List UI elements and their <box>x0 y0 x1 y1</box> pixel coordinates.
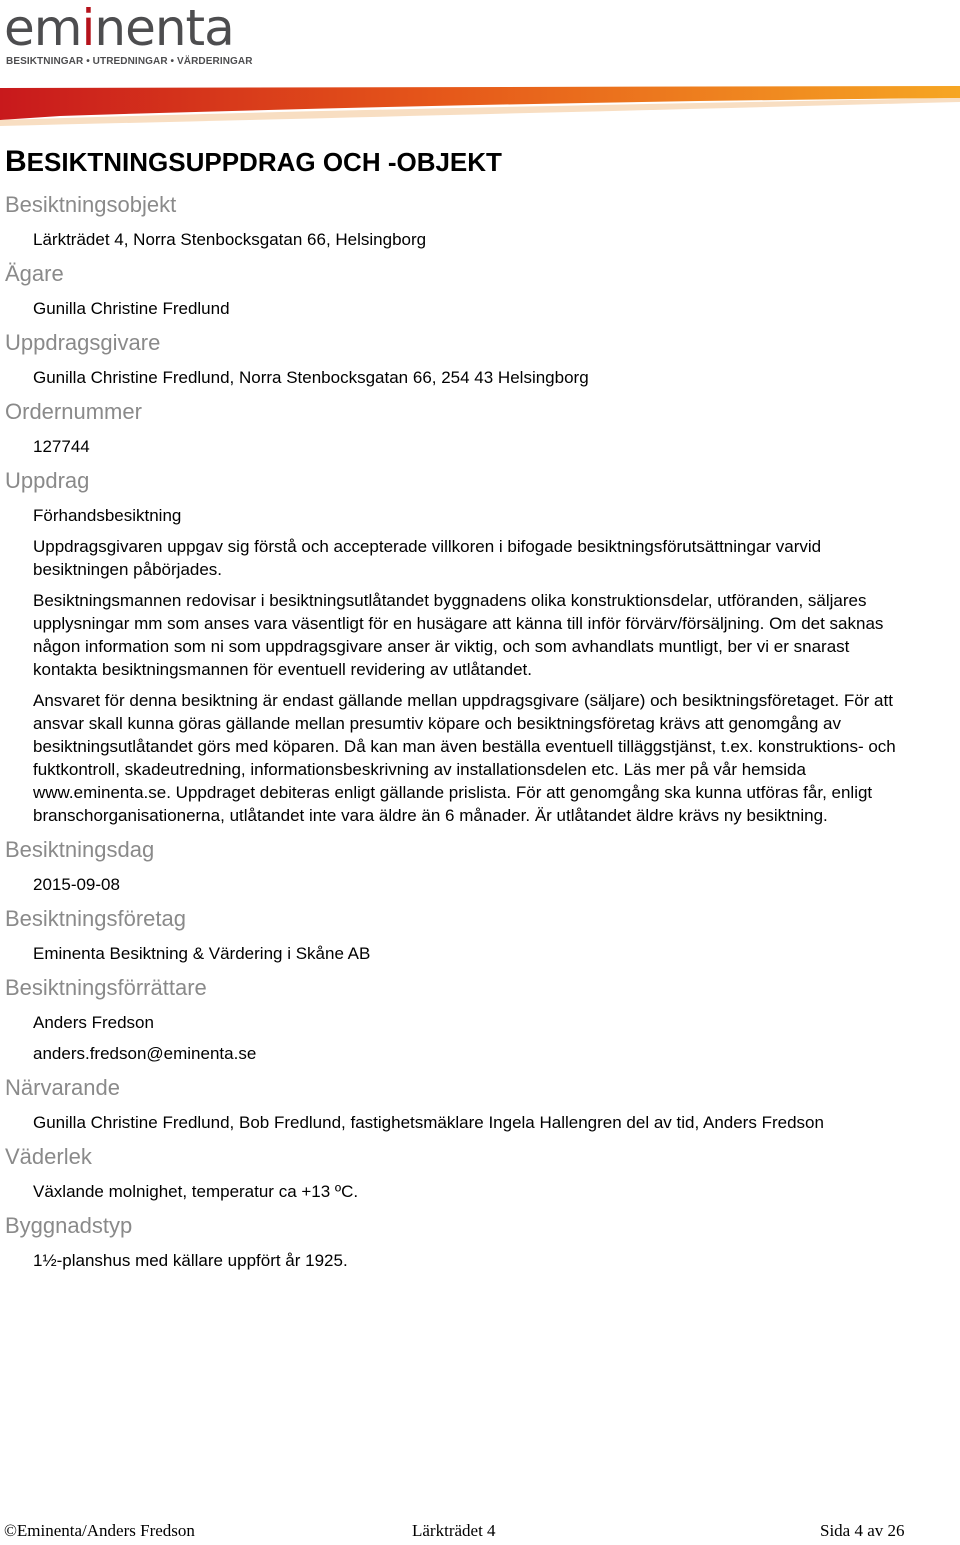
section-besiktningsdag <box>0 835 960 896</box>
section-title: Byggnadstyp <box>5 1213 133 1238</box>
section-byggnadstyp <box>0 1211 960 1272</box>
section-value: 1½-planshus med källare uppfört år 1925. <box>33 1251 348 1270</box>
uppdrag-paragraph-3: Ansvaret för denna besiktning är endast gällande mellan uppdragsgivare (säljare) och besiktningsföretaget. För att ansvar skall kunna göras gällande mellan presumtiv köpare och besiktningsföretag krävs att genomgång av besiktningsutlåtandet görs med köparen. Då kan man även beställa eventuell tilläggstjänst, t.ex. konstruktions- och fuktkontroll, skadeutredning, informationsbeskrivning av installationsdelen etc. Läs mer på vår hemsida www.eminenta.se. Uppdraget debiteras enligt gällande prislista. För att genomgång ska kunna utföras får, enligt branschorganisationerna, utlåtandet inte vara äldre än 6 månader. Är utlåtandet äldre krävs ny besiktning. <box>33 691 896 825</box>
section-title: Besiktningsobjekt <box>5 192 177 217</box>
section-value: Förhandsbesiktning <box>33 506 182 525</box>
footer-copyright: ©Eminenta/Anders Fredson <box>4 1521 195 1540</box>
section-agare <box>0 259 960 320</box>
uppdrag-paragraph-1: Uppdragsgivaren uppgav sig förstå och accepterade villkoren i bifogade besiktningsförutsättningar varvid besiktningen påbörjades. <box>33 537 822 579</box>
section-vaderlek <box>0 1142 960 1203</box>
section-title: Uppdrag <box>5 468 90 493</box>
section-besiktningsforetag <box>0 904 960 965</box>
section-narvarande <box>0 1073 960 1134</box>
section-besiktningsobjekt <box>0 190 960 251</box>
uppdrag-paragraph-2: Besiktningsmannen redovisar i besiktningsutlåtandet byggnadens olika konstruktionsdelar, utföranden, säljares upplysningar mm som anses vara väsentligt för en husägare att känna till inför förvärv/försäljning. Om det saknas någon information som ni som uppdragsgivare anser är viktig, och som avhandlats muntligt, ber vi er snarast kontakta besiktningsmannen för eventuell revidering av utlåtandet. <box>33 591 884 679</box>
section-besiktningsforrattare <box>0 973 960 1065</box>
section-uppdrag <box>0 466 960 827</box>
section-title: Besiktningsdag <box>5 837 155 862</box>
section-value: 127744 <box>33 437 90 456</box>
section-value: Gunilla Christine Fredlund, Norra Stenbocksgatan 66, 254 43 Helsingborg <box>33 368 589 387</box>
section-title: Närvarande <box>5 1075 120 1100</box>
section-title: Väderlek <box>5 1144 92 1169</box>
report-content <box>0 190 960 1280</box>
logo-wordmark: eminenta <box>4 0 234 57</box>
section-value: Växlande molnighet, temperatur ca +13 ºC. <box>33 1182 359 1201</box>
section-title: Ordernummer <box>5 399 142 424</box>
section-title: Uppdragsgivare <box>5 330 161 355</box>
page-title: BESIKTNINGSUPPDRAG OCH -OBJEKT <box>5 145 502 178</box>
section-ordernummer <box>0 397 960 458</box>
inspector-email: anders.fredson@eminenta.se <box>33 1044 257 1063</box>
eminenta-logo <box>4 0 253 72</box>
section-title: Besiktningsförrättare <box>5 975 207 1000</box>
section-value: Lärkträdet 4, Norra Stenbocksgatan 66, Helsingborg <box>33 230 427 249</box>
section-value: Gunilla Christine Fredlund, Bob Fredlund, fastighetsmäklare Ingela Hallengren del av tid, Anders Fredson <box>33 1113 824 1132</box>
inspector-name: Anders Fredson <box>33 1013 154 1032</box>
section-value: 2015-09-08 <box>33 875 120 894</box>
section-value: Gunilla Christine Fredlund <box>33 299 230 318</box>
header-color-band <box>0 80 960 126</box>
section-uppdragsgivare <box>0 328 960 389</box>
logo-tagline: BESIKTNINGAR • UTREDNINGAR • VÄRDERINGAR <box>6 56 253 67</box>
section-value: Eminenta Besiktning & Värdering i Skåne AB <box>33 944 371 963</box>
footer-property: Lärkträdet 4 <box>412 1521 496 1540</box>
section-title: Besiktningsföretag <box>5 906 186 931</box>
page-footer <box>0 1521 960 1545</box>
section-title: Ägare <box>5 261 64 286</box>
footer-page-number: Sida 4 av 26 <box>820 1521 905 1540</box>
